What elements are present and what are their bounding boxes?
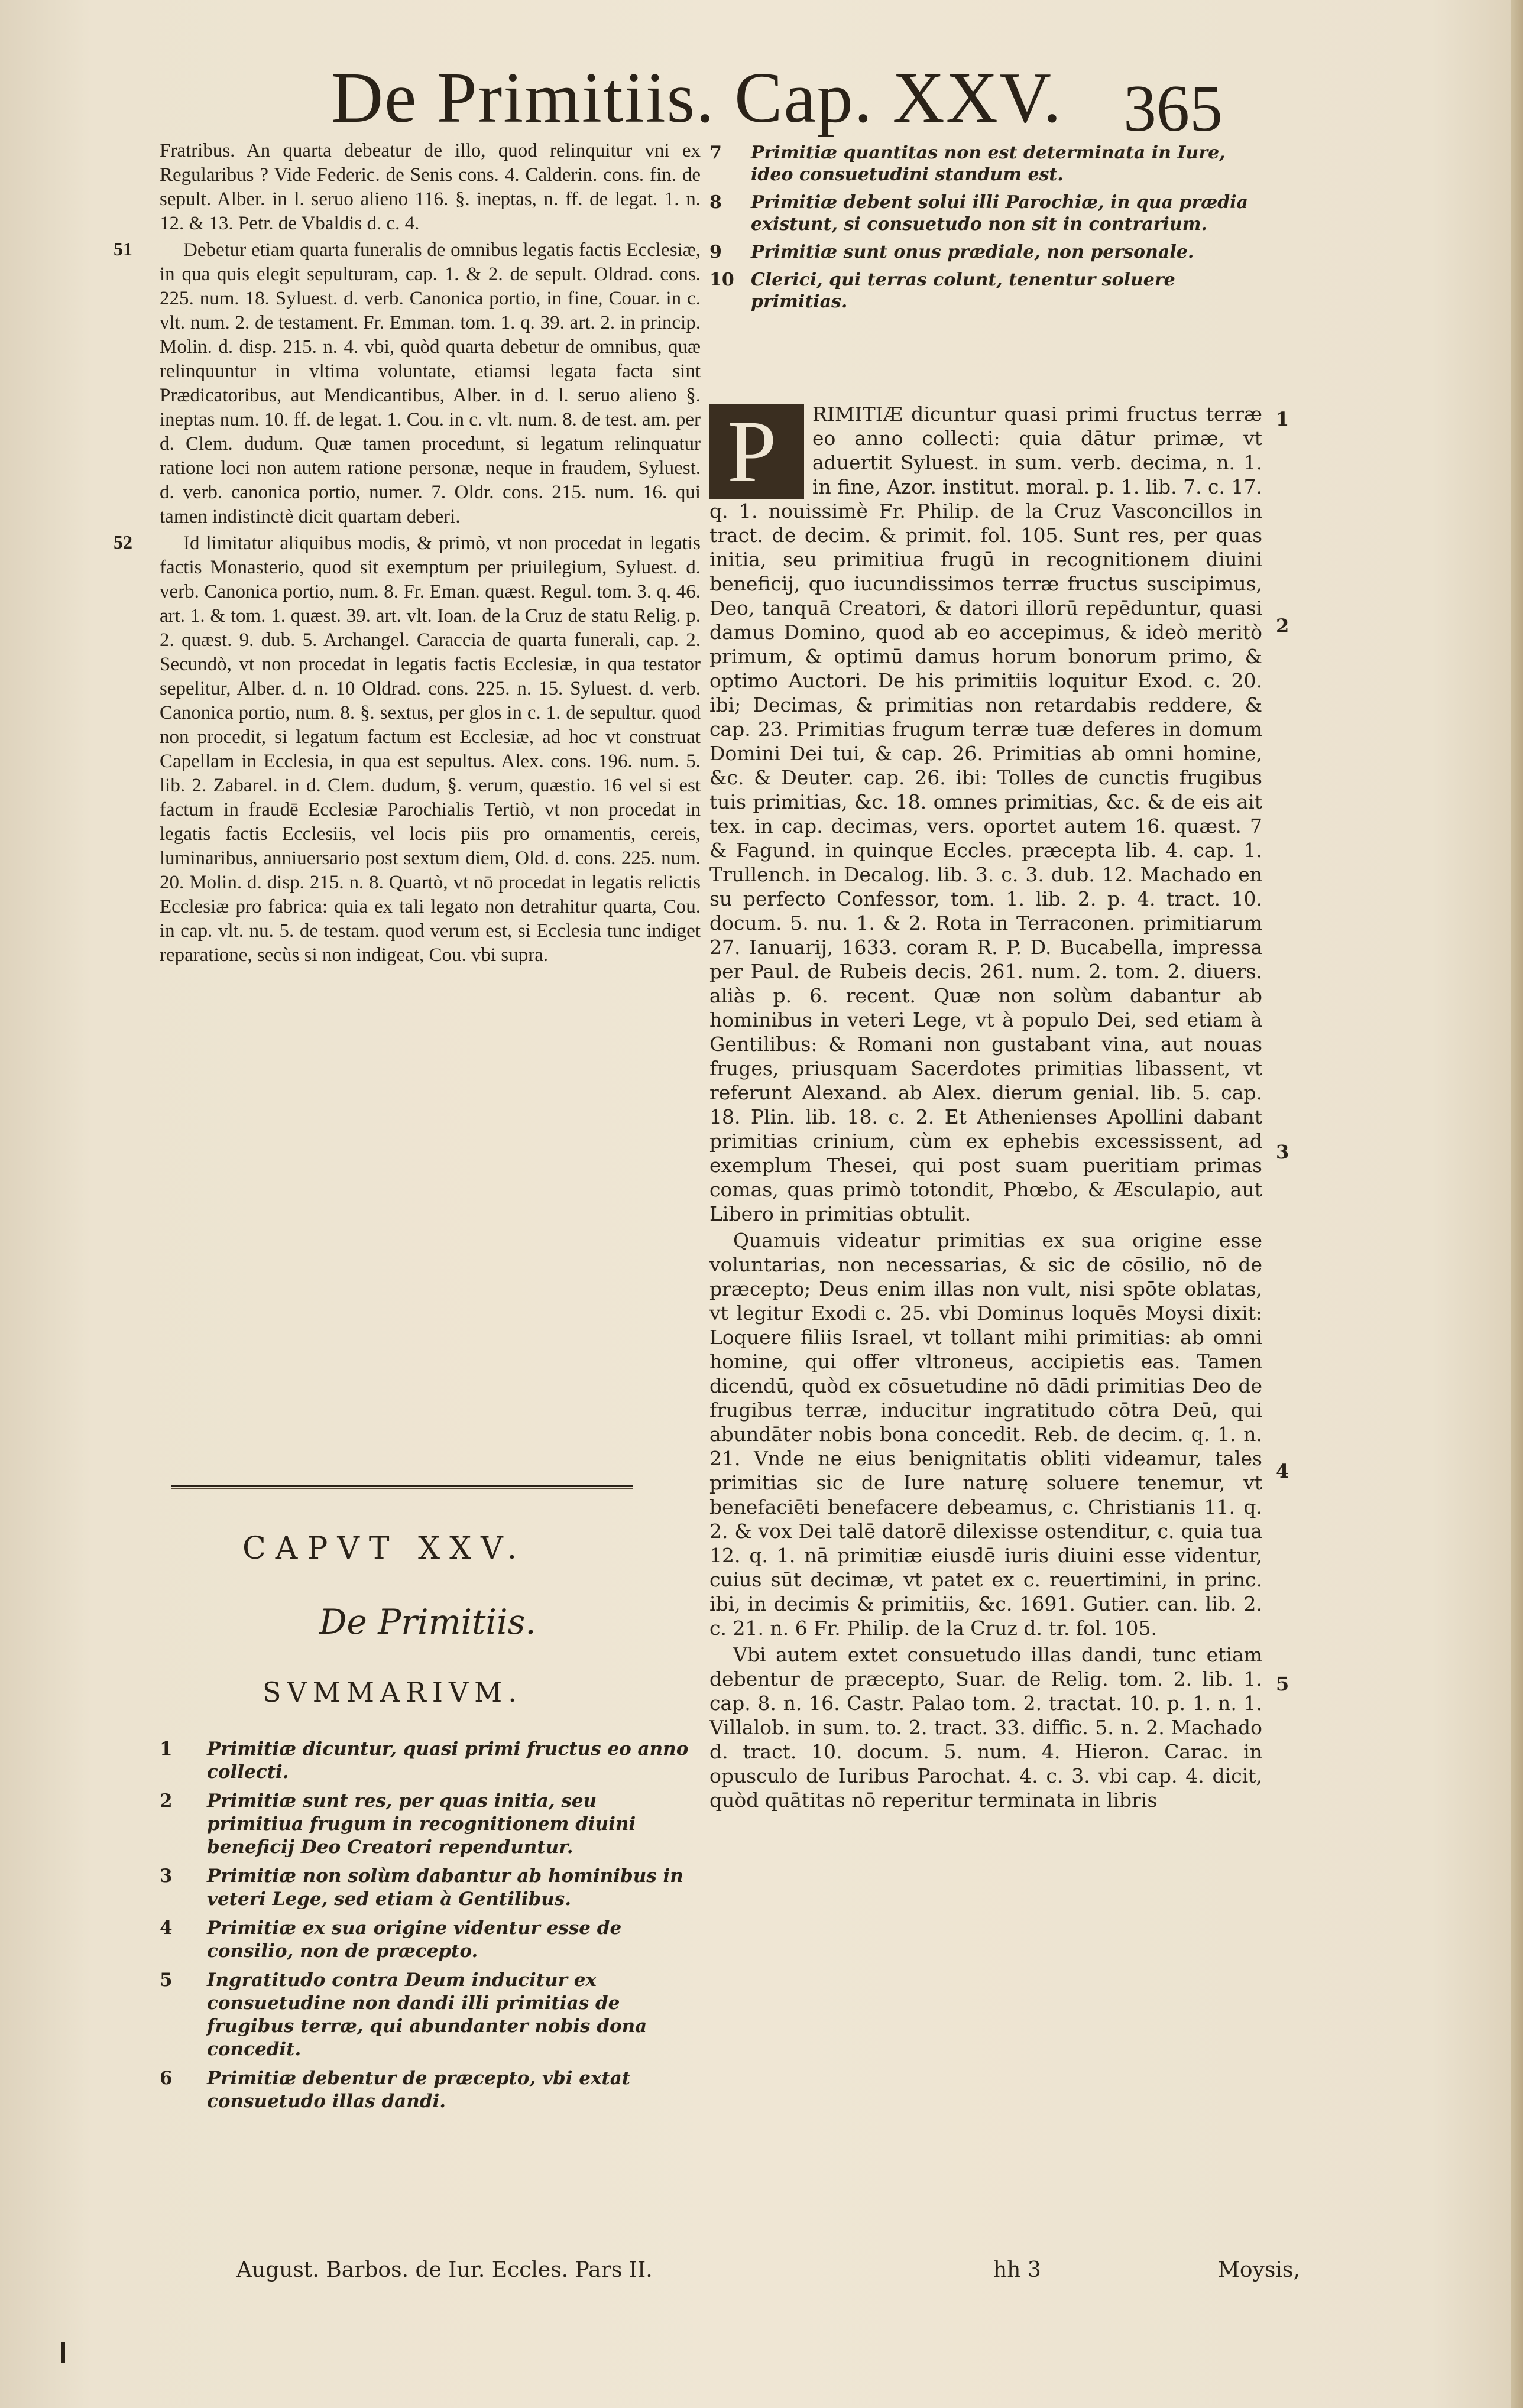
summary-item [160,1969,692,2061]
right-paragraph-2: Vbi autem extet consuetudo illas dandi, tunc etiam debentur de præcepto, Suar. de Relig. tom. 2. lib. 1. cap. 8. n. 16. Castr. Palao tom. 2. tractat. 10. p. 1. n. 1. Villalob. in sum. to. 2. tract. 33. diffic. 5. n. 2. Machado d. tract. 10. docum. 5. num. 4. Hieron. Carac. in opusculo de Iuribus Parochat. 4. c. 3. vbi cap. 4. dicit, quòd quātitas nō reperitur terminata in libris [709,1643,1262,1812]
summary-item-number: 7 [709,142,722,163]
summary-item [160,1738,692,1784]
margin-number-5: 5 [1276,1673,1289,1695]
summary-item-text: Primitiæ quantitas non est determinata in Iure, ideo consuetudini standum est. [751,142,1226,185]
summary-item [160,1790,692,1859]
summary-item [709,142,1259,186]
left-paragraph-52-wrap [114,531,701,968]
summary-item-number: 8 [709,192,722,213]
summary-item [160,2067,692,2113]
catchword: Moysis, [1218,2258,1300,2282]
signature-mark: hh 3 [993,2258,1041,2282]
page-number: 365 [1123,72,1223,145]
summary-item-text: Clerici, qui terras colunt, tenentur soluere primitias. [751,270,1175,312]
left-paragraph-0: Fratribus. An quarta debeatur de illo, quod relinquitur vni ex Regularibus ? Vide Federic. de Senis cons. 4. Calderin. cons. fin. de sepult. Alber. in l. seruo alieno 116. §. ineptas, n. ff. de legat. 1. n. 12. & 13. Petr. de Vbaldis d. c. 4. [160,140,701,234]
summary-item [709,269,1259,313]
margin-number-51: 51 [114,238,132,259]
margin-number-52: 52 [114,531,132,553]
summary-item-text: Primitiæ debent solui illi Parochiæ, in qua prædia existunt, si consuetudo non sit in contrarium. [751,192,1248,235]
summary-item-number: 4 [160,1917,173,1939]
summary-item [160,1917,692,1963]
section-rule-thin [171,1488,633,1489]
summary-item-number: 10 [709,270,734,290]
summary-item [160,1865,692,1911]
running-head-title: De Primitiis. Cap. XXV. [331,58,1062,138]
summary-item [709,241,1259,263]
summary-item-number: 3 [160,1865,173,1887]
left-paragraph-52: Id limitatur aliquibus modis, & primò, vt non procedat in legatis factis Monasterio, quod sit exemptum per priuilegium, Syluest. d. verb. Canonica portio, num. 8. Fr. Eman. quæst. Regul. tom. 3. q. 46. art. 1. & tom. 1. quæst. 39. art. vlt. Ioan. de la Cruz de statu Relig. p. 2. quæst. 9. dub. 5. Archangel. Caraccia de quarta funerali, cap. 2. Secundò, vt non procedat in legatis factis Ecclesiæ, in qua testator sepelitur, Alber. d. n. 10 Oldrad. cons. 225. n. 15. Syluest. d. verb. Canonica portio, num. 8. §. sextus, per glos in c. 1. de sepultur. quod non procedit, si legatum factum est Ecclesiæ, ad hoc vt construat Capellam in Ecclesia, in qua est sepultus. Alex. cons. 196. num. 5. lib. 2. Zabarel. in d. Clem. dudum, §. verum, quæstio. 16 vel si est factum in fraudē Ecclesiæ Parochialis Tertiò, vt non procedat in legatis factis Ecclesiis, vel locis piis pro ornamentis, cereis, luminaribus, anniuersario post sextum diem, Old. d. cons. 225. num. 20. Molin. d. disp. 215. n. 8. Quartò, vt nō procedat in legatis relictis Ecclesiæ pro fabrica: quia ex tali legato non detrahitur quarta, Cou. in cap. vlt. nu. 5. de testam. quod verum est, si Ecclesia tunc indiget reparatione, secùs si non indigeat, Cou. vbi supra. [160,533,701,966]
chapter-subtitle: De Primitiis. [319,1602,536,1642]
right-paragraph-1: Quamuis videatur primitias ex sua origine esse voluntarias, non necessarias, & sic de cōsilio, nō de præcepto; Deus enim illas non vult, nisi spōte oblatas, vt legitur Exodi c. 25. vbi Dominus loquēs Moysi dixit: Loquere filiis Israel, vt tollant mihi primitias: ab omni homine, qui offer vltroneus, accipietis eas. Tamen dicendū, quòd ex cōsuetudine nō dādi primitias Deo de frugibus terræ, inducitur ingratitudo cōtra Deū, qui abundāter nobis bona concedit. Reb. de decim. q. 1. n. 21. Vnde ne eius benignitatis obliti videamur, tales primitias sic de Iure naturę soluere tenemur, vt benefaciēti benefacere debeamus, c. Christianis 11. q. 2. & vox Dei talē datorē dilexisse ostenditur, c. quia tua 12. q. 1. nā primitiæ eiusdē iuris diuini esse videntur, cuius sūt decimæ, vt patet ex c. reuertimini, in princ. ibi, in decimis & primitiis, &c. 1691. Gutier. can. lib. 2. c. 21. n. 6 Fr. Philip. de la Cruz d. tr. fol. 105. [709,1229,1262,1640]
left-column [114,139,701,968]
summary-item-number: 6 [160,2068,173,2089]
right-body [709,402,1262,1812]
summary-item [709,192,1259,235]
summary-item-text: Primitiæ sunt res, per quas initia, seu primitiua frugum in recognitionem diuini beneficij Deo Creatori rependuntur. [207,1790,636,1858]
summary-heading: SVMMARIVM. [263,1676,523,1708]
dropcap-letter: P [727,403,777,501]
summary-item-number: 1 [160,1738,173,1760]
summary-list-left [160,1738,692,2119]
dropcap-block [709,404,804,499]
left-paragraph-51: Debetur etiam quarta funeralis de omnibus legatis factis Ecclesiæ, in qua quis elegit sepulturam, cap. 1. & 2. de sepult. Oldrad. cons. 225. num. 18. Syluest. d. verb. Canonica portio, in fine, Couar. in c. vlt. num. 2. de testament. Fr. Emman. tom. 1. q. 39. art. 2. in princip. Molin. d. disp. 215. n. 4. vbi, quòd quarta debetur de omnibus, quæ relinquuntur in vltima voluntate, etiamsi legata facta sint Prædicatoribus, aut Mendicantibus, Alber. in d. l. seruo alieno §. ineptas num. 10. ff. de legat. 1. Cou. in c. vlt. num. 8. de test. am. per d. Clem. dudum. Quæ tamen procedunt, si legatum relinquatur ratione loci non autem ratione personæ, neque in fraudem, Syluest. d. verb. canonica portio, numer. 7. Oldr. cons. 215. num. 16. qui tamen indistinctè dicit quartam deberi. [160,239,701,527]
summary-item-text: Ingratitudo contra Deum inducitur ex consuetudine non dandi illi primitias de frugibus terræ, qui abundanter nobis dona concedit. [207,1969,647,2060]
summary-list-right [709,142,1259,319]
margin-mark [61,2342,65,2363]
right-paragraph-0: RIMITIÆ dicuntur quasi primi fructus terræ eo anno collecti: quia dātur primæ, vt aduertit Syluest. in sum. verb. decima, n. 1. in fine, Azor. institut. moral. p. 1. lib. 7. c. 17. q. 1. nouissimè Fr. Philip. de la Cruz Vasconcillos in tract. de decim. & primit. fol. 105. Sunt res, per quas initia, seu primitiua frugū in recognitionem diuini beneficij, quo iucundissimos terræ fructus suscipimus, Deo, tanquā Creatori, & datori illorū repēduntur, quasi damus Domino, quod ab eo accepimus, & ideò meritò primum, & optimū damus horum bonorum primo, & optimo Auctori. De his primitiis loquitur Exod. c. 20. ibi; Decimas, & primitias non retardabis reddere, & cap. 23. Primitias frugum terræ tuæ deferes in domum Domini Dei tui, & cap. 26. Primitias ab omni homine, &c. & Deuter. cap. 26. ibi: Tolles de cunctis frugibus tuis primitias, &c. 18. omnes primitias, &c. & de eis ait tex. in cap. decimas, vers. oportet autem 16. quæst. 7 & Fagund. in quinque Eccles. præcepta lib. 4. cap. 1. Trullench. in Decalog. lib. 3. c. 3. dub. 12. Machado en su perfecto Confessor, tom. 1. lib. 2. p. 4. tract. 10. docum. 5. nu. 1. & 2. Rota in Terraconen. primitiarum 27. Ianuarij, 1633. coram R. P. D. Bucabella, impressa per Paul. de Rubeis decis. 261. num. 2. tom. 2. diuers. aliàs p. 6. recent. Quæ non solùm dabantur ab hominibus in veteri Lege, vt à populo Dei, sed etiam à Gentilibus: & Romani non gustabant vina, aut nouas fruges, priusquam Sacerdotes primitias libassent, vt referunt Alexand. ab Alex. dierum genial. lib. 5. cap. 18. Plin. lib. 18. c. 2. Et Athenienses Apollini dabant primitias crinium, cùm ex ephebis excessissent, ad exemplum Thesei, qui post suam pueritiam primas comas, quas primò totondit, Phœbo, & Æsculapio, aut Libero in primitias obtulit. [709,403,1262,1225]
page-edge [1511,0,1523,2408]
margin-number-2: 2 [1276,615,1289,637]
section-rule [171,1485,633,1487]
summary-item-number: 9 [709,242,722,262]
chapter-title: CAPVT XXV. [242,1531,527,1566]
summary-item-number: 5 [160,1969,173,1991]
margin-number-1: 1 [1276,408,1289,430]
summary-item-number: 2 [160,1790,173,1812]
summary-item-text: Primitiæ ex sua origine videntur esse de consilio, non de præcepto. [207,1917,622,1962]
left-paragraph-51-wrap [114,238,701,529]
margin-number-4: 4 [1276,1460,1289,1482]
summary-item-text: Primitiæ sunt onus prædiale, non personale. [751,242,1194,262]
summary-item-text: Primitiæ non solùm dabantur ab hominibus in veteri Lege, sed etiam à Gentilibus. [207,1865,683,1910]
summary-item-text: Primitiæ dicuntur, quasi primi fructus eo anno collecti. [207,1738,689,1783]
margin-number-3: 3 [1276,1141,1289,1163]
footer-title-line: August. Barbos. de Iur. Eccles. Pars II. [236,2258,653,2282]
summary-item-text: Primitiæ debentur de præcepto, vbi extat consuetudo illas dandi. [207,2068,631,2112]
